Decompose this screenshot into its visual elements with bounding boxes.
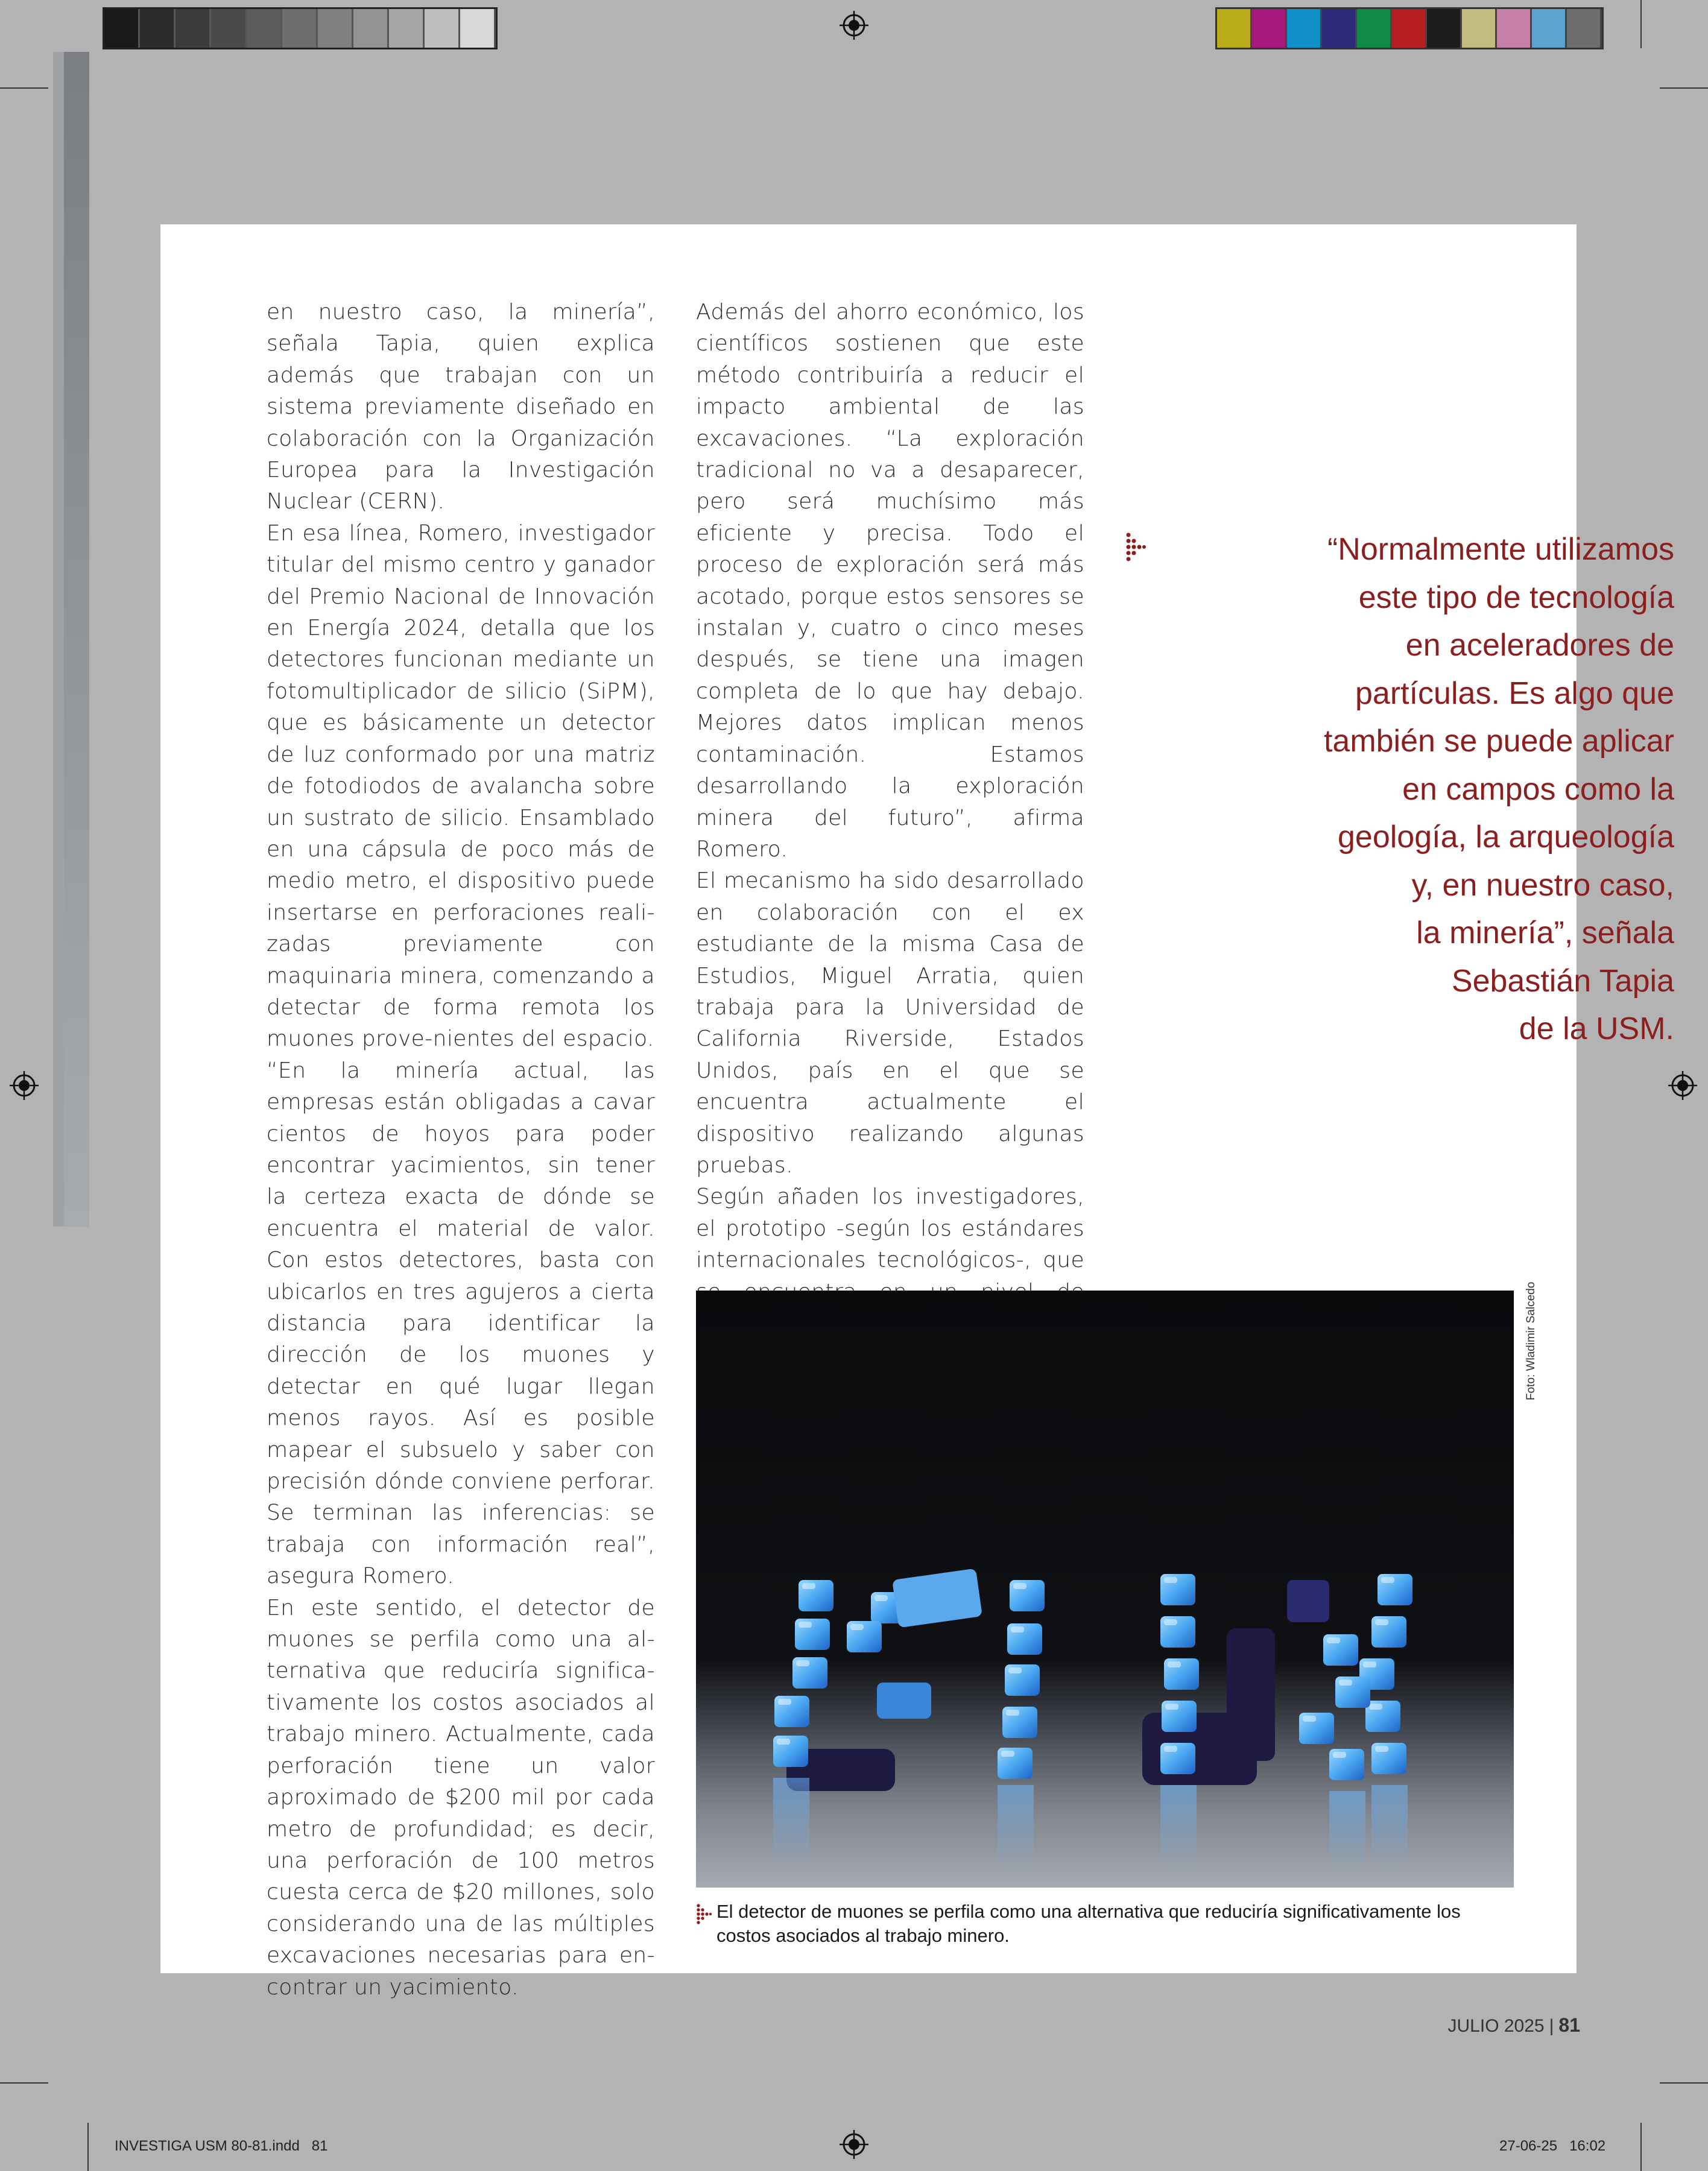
- color-swatch: [1392, 9, 1427, 48]
- caption-line: El detector de muones se perfila como una alternativa que reduciría significativamente los: [716, 1901, 1461, 1922]
- color-swatch: [1427, 9, 1462, 48]
- color-swatch: [1567, 9, 1602, 48]
- pull-quote-line: también se puede aplicar: [1323, 724, 1674, 759]
- color-swatch: [247, 9, 282, 48]
- grayscale-bar: [103, 7, 498, 49]
- pull-quote-line: partículas. Es algo que: [1355, 675, 1674, 711]
- crop-mark: [1640, 0, 1642, 48]
- process-color-bar: [1215, 7, 1604, 49]
- slug-filename: INVESTIGA USM 80-81.indd 81: [115, 2138, 328, 2154]
- page-number: 81: [1558, 2014, 1580, 2036]
- color-swatch: [460, 9, 496, 48]
- dots-bullet-icon: [696, 1903, 712, 1925]
- slug-date: 27-06-25 16:02: [1499, 2138, 1606, 2154]
- color-swatch: [389, 9, 425, 48]
- detector-photo: [696, 1291, 1514, 1888]
- crop-mark: [0, 87, 48, 89]
- pull-quote-line: la minería”, señala: [1416, 915, 1674, 950]
- paragraph: Según añaden los investigadores, el prototipo -según los estándares internacionales tecnológicos-, que: [696, 1184, 1084, 1273]
- paragraph: En esa línea, Romero, investigador titular del mismo centro y ganador del Premio Nacional de Innovación en Energía 2024, detalla que los detectores funcionan mediante un fotomultiplicador de silicio (SiPM), que es básicamente un detector de luz conformado por una matriz de fotodiodos de avalancha sobre un sustrato de silicio. Ensamblado en una cápsula de poco más de medio metro, el dispositivo puede insertarse en perforaciones reali-zadas previamente con maquinaria minera, comenzando a detectar de forma remota los muones prove-nientes del espacio.: [267, 520, 655, 1052]
- side-color-strip: [53, 52, 89, 1227]
- registration-mark-icon: [10, 1071, 39, 1100]
- color-swatch: [176, 9, 211, 48]
- crop-mark: [1660, 87, 1708, 89]
- pull-quote-line: Sebastián Tapia: [1451, 963, 1674, 999]
- caption-text: [696, 1900, 1514, 1948]
- pull-quote-line: en campos como la: [1402, 771, 1674, 807]
- color-swatch: [211, 9, 247, 48]
- dots-bullet-icon: [1125, 532, 1147, 562]
- color-swatch: [1217, 9, 1252, 48]
- pull-quote-line: este tipo de tecnología: [1358, 580, 1674, 615]
- issue-date: JULIO 2025: [1447, 2016, 1545, 2036]
- crop-mark: [0, 2082, 48, 2084]
- color-swatch: [1357, 9, 1392, 48]
- article-left-column: [267, 297, 655, 2003]
- color-swatch: [1532, 9, 1567, 48]
- pull-quote-line: y, en nuestro caso,: [1411, 867, 1674, 903]
- folio-separator: |: [1549, 2016, 1554, 2036]
- pull-quote-line: en aceleradores de: [1405, 628, 1674, 663]
- caption-line: costos asociados al trabajo minero.: [716, 1925, 1010, 1946]
- color-swatch: [1462, 9, 1497, 48]
- pull-quote-line: “Normalmente utilizamos: [1327, 532, 1674, 567]
- color-swatch: [282, 9, 318, 48]
- pull-quote: [1125, 526, 1674, 1054]
- color-swatch: [353, 9, 389, 48]
- magazine-page: [160, 224, 1674, 2000]
- color-swatch: [1322, 9, 1357, 48]
- color-swatch: [1252, 9, 1287, 48]
- crop-mark: [87, 2123, 89, 2171]
- pull-quote-line: geología, la arqueología: [1337, 820, 1674, 855]
- paragraph: El mecanismo ha sido desarrollado en colaboración con el ex estudiante de la misma Casa de Estudios, Miguel Arratia, quien trabaja para la Universidad de California Riverside, Estados Unidos, país en el que se encuentra actualmente el dispositivo realizando algunas pruebas.: [696, 868, 1084, 1178]
- color-swatch: [1497, 9, 1532, 48]
- page-folio: [1387, 2014, 1580, 2037]
- photo-credit: Foto: Wladimir Salcedo: [1525, 1281, 1537, 1400]
- color-swatch: [425, 9, 460, 48]
- crop-mark: [1640, 2123, 1642, 2171]
- paragraph: Además del ahorro económico, los científicos sostienen que este método contribuiría a reducir el impacto ambiental de las excavaciones. “La exploración tradicional no va a desaparecer, pero será muchísimo más eficiente y precisa. Todo el proceso de exploración será más acotado, porque estos sensores se instalan y, cuatro o cinco meses después, se tiene una imagen completa de lo que hay debajo. Mejores datos implican menos contaminación. Estamos desarrollando la exploración minera del futuro”, afirma Romero.: [696, 300, 1084, 862]
- color-swatch: [1287, 9, 1322, 48]
- color-swatch: [318, 9, 353, 48]
- paragraph: En este sentido, el detector de muones se perfila como una al-ternativa que reduciría significa-tivamente los costos asociados al trabajo minero. Actualmente, cada perforación tiene un valor aproximado de $200 mil por cada metro de profundidad; es decir, una perforación de 100 metros cuesta cerca de $20 millones, solo considerando una de las múltiples excavaciones necesarias para en-contrar un yacimiento.: [267, 1595, 655, 2000]
- color-swatch: [104, 9, 140, 48]
- paragraph: “En la minería actual, las empresas están obligadas a cavar cientos de hoyos para poder encontrar yacimientos, sin tener la certeza exacta de dónde se encuentra el material de valor. Con estos detectores, basta con ubicarlos en tres agujeros a cierta distancia para identificar la dirección de los muones y detectar en qué lugar llegan menos rayos. Así es posible mapear el subsuelo y saber con precisión dónde conviene perforar. Se terminan las inferencias: se trabaja con información real”, asegura Romero.: [267, 1058, 655, 1589]
- photo-caption: [696, 1900, 1514, 1948]
- crop-mark: [1660, 2082, 1708, 2084]
- registration-mark-icon: [1668, 1071, 1697, 1100]
- color-swatch: [140, 9, 176, 48]
- pull-quote-text: [1125, 526, 1674, 1054]
- registration-mark-icon: [840, 2130, 868, 2159]
- article-middle-column: [696, 297, 1084, 1403]
- registration-mark-icon: [840, 11, 868, 40]
- pull-quote-line: de la USM.: [1519, 1011, 1674, 1046]
- paragraph: en nuestro caso, la minería”, señala Tapia, quien explica además que trabajan con un sistema previamente diseñado en colaboración con la Organización Europea para la Investigación Nuclear (CERN).: [267, 300, 655, 514]
